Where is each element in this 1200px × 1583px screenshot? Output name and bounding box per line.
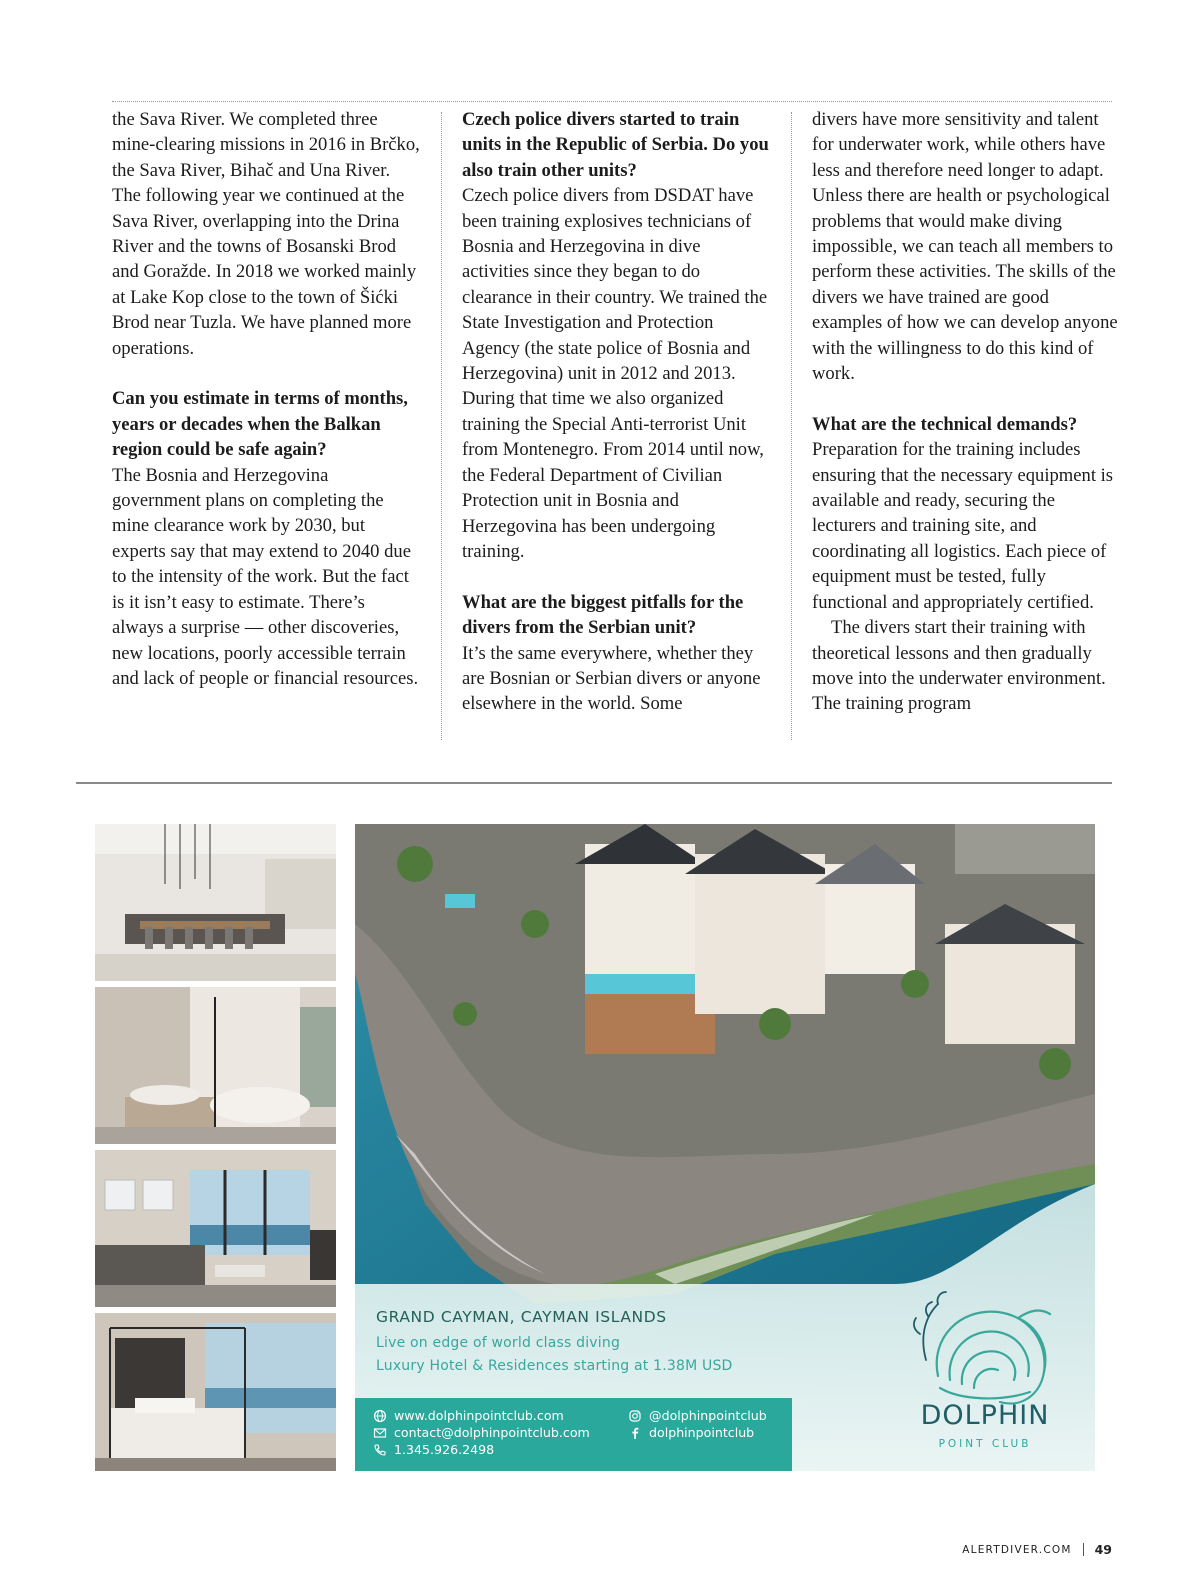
ad-tagline: Live on edge of world class diving (376, 1335, 621, 1351)
ad-separator-rule (76, 782, 1112, 784)
paragraph: the Sava River. We completed three mine-clearing missions in 2016 in Brčko, the Sava River, Bihač and Una River. The following year we continued at the Sava River, overlapping into the Drina River and the towns of Bosanski Brod and Goražde. In 2018 we worked mainly at Lake Kop close to the town of Šićki Brod near Tuzla. We have planned more operations. (112, 109, 420, 359)
logo-subtitle: POINT CLUB (938, 1438, 1032, 1450)
footer-site: ALERTDIVER.COM (962, 1543, 1072, 1556)
instagram-link[interactable] (628, 1408, 767, 1423)
website-text: www.dolphinpointclub.com (394, 1408, 564, 1423)
interview-question: Can you estimate in terms of months, years or decades when the Balkan region could be safe again? (112, 388, 408, 461)
paragraph: The divers start their training with theoretical lessons and then gradually move into the underwater environment. The training program (812, 617, 1106, 715)
phone-text: 1.345.926.2498 (394, 1442, 495, 1457)
interview-question: What are the biggest pitfalls for the divers from the Serbian unit? (462, 591, 744, 639)
facebook-link[interactable] (628, 1425, 754, 1440)
paragraph: divers have more sensitivity and talent for underwater work, while others have less and therefore need longer to adapt. Unless there are health or psychological problems that would make diving impossible, we can teach all members to perform these activities. The skills of the divers we have trained are good examples of how we can develop anyone with the willingness to do this kind of work. (812, 109, 1118, 385)
article-column-2 (462, 107, 770, 717)
column-divider (791, 112, 792, 740)
facebook-icon (628, 1426, 642, 1440)
article-column-1 (112, 107, 420, 691)
living-room-photo (95, 1150, 336, 1307)
website-link[interactable] (373, 1408, 564, 1423)
ad-location: GRAND CAYMAN, CAYMAN ISLANDS (376, 1308, 667, 1326)
page-number: 49 (1094, 1542, 1112, 1557)
top-rule (112, 101, 1112, 102)
instagram-text: @dolphinpointclub (649, 1408, 767, 1423)
contact-bar (355, 1398, 792, 1471)
globe-icon (373, 1409, 387, 1423)
ad-price: Luxury Hotel & Residences starting at 1.38M USD (376, 1358, 733, 1374)
email-text: contact@dolphinpointclub.com (394, 1425, 590, 1440)
qa-block (462, 107, 770, 564)
envelope-icon (373, 1426, 387, 1440)
kitchen-photo (95, 824, 336, 981)
qa-block (112, 386, 420, 691)
interview-answer: Czech police divers from DSDAT have been training explosives technicians of Bosnia and Herzegovina in dive activities since they began to do clearance in their country. We trained the State Investigation and Protection Agency (the state police of Bosnia and Herzegovina) unit in 2012 and 2013. During that time we also organized training the Special Anti-terrorist Unit from Montenegro. From 2014 until now, the Federal Department of Civilian Protection unit in Bosnia and Herzegovina has been undergoing training. (462, 185, 768, 562)
interview-answer: The Bosnia and Herzegovina government plans on completing the mine clearance work by 2030, but experts say that may extend to 2040 due to the intensity of the work. But the fact is it isn’t easy to estimate. There’s always a surprise — other discoveries, new locations, poorly accessible terrain and lack of people or financial resources. (112, 464, 419, 689)
email-link[interactable] (373, 1425, 590, 1440)
bedroom-photo (95, 1313, 336, 1471)
interview-answer: It’s the same everywhere, whether they are Bosnian or Serbian divers or anyone elsewhere in the world. Some (462, 642, 761, 715)
logo-name: DOLPHIN (920, 1400, 1050, 1431)
phone-link[interactable] (373, 1442, 494, 1457)
qa-block (462, 590, 770, 717)
footer-divider (1083, 1543, 1084, 1556)
facebook-text: dolphinpointclub (649, 1425, 755, 1440)
phone-icon (373, 1443, 387, 1457)
article-column-3 (812, 107, 1120, 717)
qa-block (812, 412, 1120, 615)
interview-answer: Preparation for the training includes ensuring that the necessary equipment is available and ready, securing the lecturers and training site, and coordinating all logistics. Each piece of equipment must be tested, fully functional and appropriately certified. (812, 439, 1114, 613)
page-footer (962, 1542, 1112, 1557)
column-divider (441, 112, 442, 740)
bathroom-photo (95, 987, 336, 1144)
interview-question: Czech police divers started to train units in the Republic of Serbia. Do you also train other units? (462, 109, 769, 181)
interview-question: What are the technical demands? (812, 413, 1078, 435)
instagram-icon (628, 1409, 642, 1423)
